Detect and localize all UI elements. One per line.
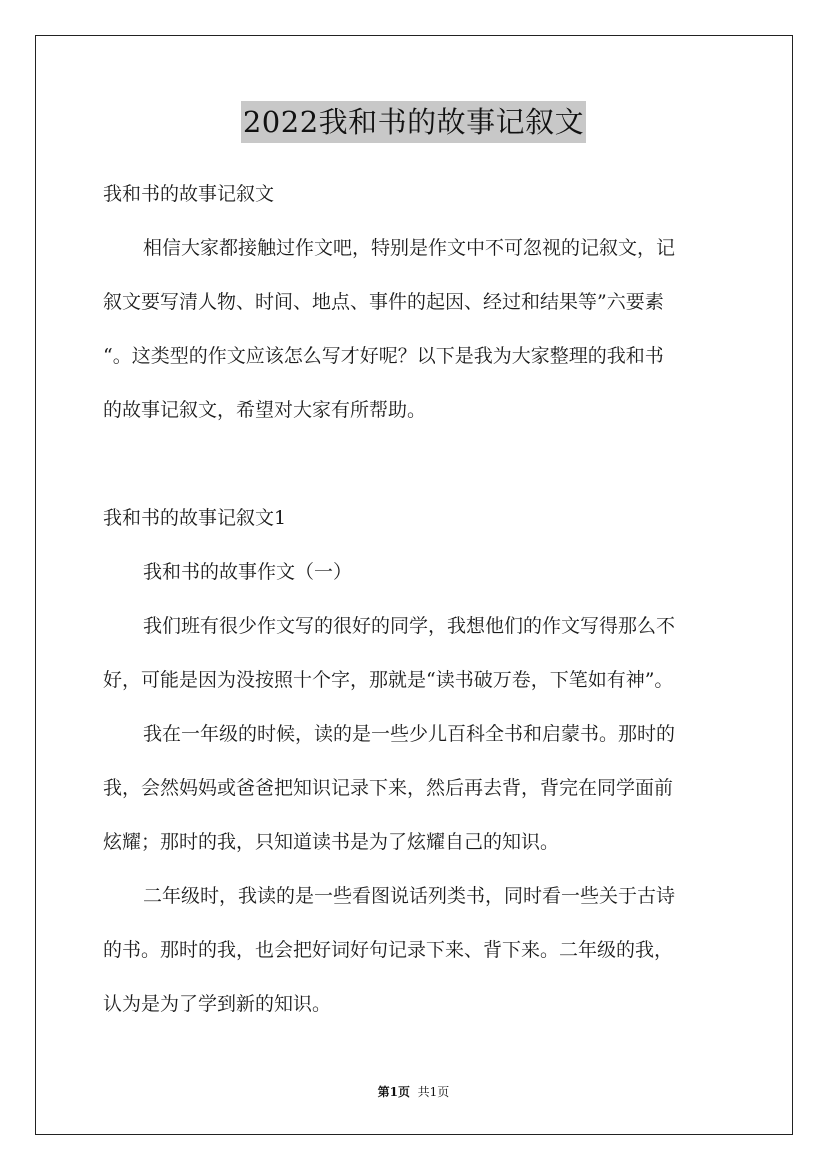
paragraph-line: 我，会然妈妈或爸爸把知识记录下来，然后再去背，背完在同学面前	[103, 777, 674, 799]
paragraph-line: 相信大家都接触过作文吧，特别是作文中不可忽视的记叙文，记	[143, 237, 676, 259]
paragraph-line: “。这类型的作文应该怎么写才好呢？以下是我为大家整理的我和书	[103, 345, 664, 367]
paragraph-line: 的书。那时的我，也会把好词好句记录下来、背下来。二年级的我，	[103, 939, 674, 961]
page-number: 第1页	[377, 1085, 411, 1099]
paragraph-line: 我们班有很少作文写的很好的同学，我想他们的作文写得那么不	[143, 615, 676, 637]
title-container	[0, 101, 827, 143]
paragraph-line: 认为是为了学到新的知识。	[103, 993, 332, 1015]
page-footer	[0, 1084, 827, 1100]
paragraph-line: 好，可能是因为没按照十个字，那就是“读书破万卷，下笔如有神”。	[103, 669, 674, 691]
paragraph-line: 二年级时，我读的是一些看图说话列类书，同时看一些关于古诗	[143, 885, 676, 907]
paragraph-line: 炫耀；那时的我，只知道读书是为了炫耀自己的知识。	[103, 831, 560, 853]
paragraph-line: 的故事记叙文，希望对大家有所帮助。	[103, 399, 427, 421]
page-total: 共1页	[417, 1085, 450, 1099]
subtitle-line: 我和书的故事记叙文	[103, 183, 275, 205]
sub-heading: 我和书的故事作文（一）	[143, 561, 353, 583]
document-title: 2022我和书的故事记叙文	[241, 101, 586, 143]
section-heading: 我和书的故事记叙文1	[103, 507, 287, 529]
paragraph-line: 叙文要写清人物、时间、地点、事件的起因、经过和结果等”六要素	[103, 291, 664, 313]
paragraph-line: 我在一年级的时候，读的是一些少儿百科全书和启蒙书。那时的	[143, 723, 676, 745]
